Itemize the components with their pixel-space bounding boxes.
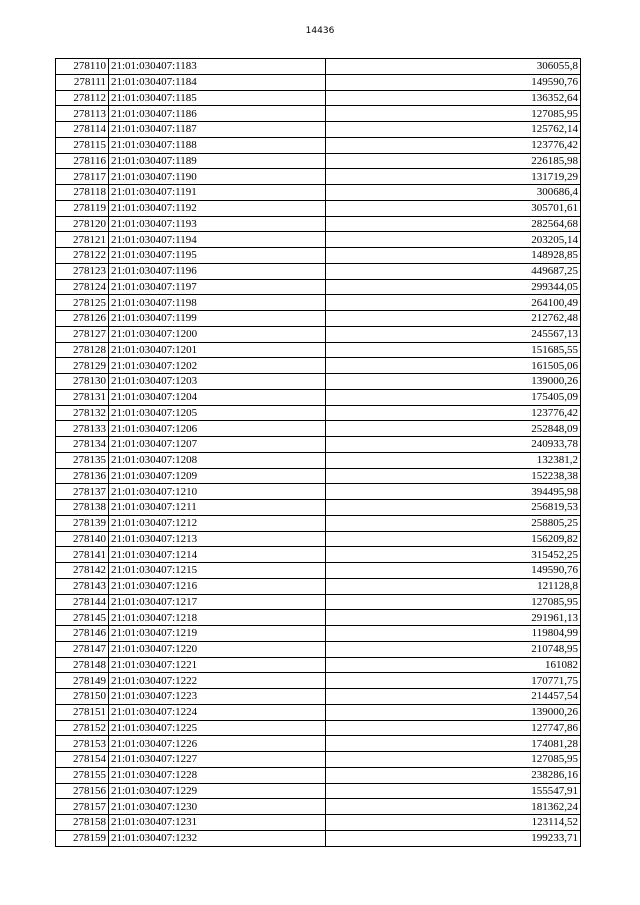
row-number-cell: 278153 [56, 736, 109, 752]
row-number-cell: 278146 [56, 626, 109, 642]
table-row [56, 437, 581, 453]
cadastral-value-cell: 226185,98 [326, 153, 581, 169]
table-row [56, 452, 581, 468]
cadastral-value-cell: 305701,61 [326, 200, 581, 216]
cadastral-value-table [55, 58, 581, 847]
table-row [56, 547, 581, 563]
row-number-cell: 278136 [56, 468, 109, 484]
cadastral-number-cell: 21:01:030407:1211 [109, 500, 326, 516]
cadastral-number-cell: 21:01:030407:1203 [109, 374, 326, 390]
row-number-cell: 278152 [56, 720, 109, 736]
cadastral-value-cell: 174081,28 [326, 736, 581, 752]
table-row [56, 657, 581, 673]
cadastral-number-cell: 21:01:030407:1207 [109, 437, 326, 453]
row-number-cell: 278118 [56, 185, 109, 201]
cadastral-number-cell: 21:01:030407:1209 [109, 468, 326, 484]
cadastral-value-cell: 161082 [326, 657, 581, 673]
row-number-cell: 278148 [56, 657, 109, 673]
row-number-cell: 278133 [56, 421, 109, 437]
cadastral-number-cell: 21:01:030407:1225 [109, 720, 326, 736]
cadastral-number-cell: 21:01:030407:1192 [109, 200, 326, 216]
cadastral-number-cell: 21:01:030407:1223 [109, 689, 326, 705]
cadastral-number-cell: 21:01:030407:1208 [109, 452, 326, 468]
table-row [56, 106, 581, 122]
cadastral-number-cell: 21:01:030407:1228 [109, 767, 326, 783]
cadastral-value-cell: 212762,48 [326, 311, 581, 327]
row-number-cell: 278125 [56, 295, 109, 311]
cadastral-number-cell: 21:01:030407:1230 [109, 799, 326, 815]
cadastral-number-cell: 21:01:030407:1205 [109, 405, 326, 421]
cadastral-number-cell: 21:01:030407:1191 [109, 185, 326, 201]
cadastral-value-cell: 256819,53 [326, 500, 581, 516]
cadastral-number-cell: 21:01:030407:1189 [109, 153, 326, 169]
row-number-cell: 278140 [56, 531, 109, 547]
row-number-cell: 278147 [56, 641, 109, 657]
row-number-cell: 278117 [56, 169, 109, 185]
cadastral-value-cell: 258805,25 [326, 515, 581, 531]
table-row [56, 248, 581, 264]
row-number-cell: 278150 [56, 689, 109, 705]
cadastral-number-cell: 21:01:030407:1200 [109, 326, 326, 342]
cadastral-value-cell: 238286,16 [326, 767, 581, 783]
cadastral-value-cell: 123114,52 [326, 815, 581, 831]
cadastral-number-cell: 21:01:030407:1193 [109, 216, 326, 232]
table-row [56, 405, 581, 421]
cadastral-value-cell: 306055,8 [326, 59, 581, 75]
cadastral-number-cell: 21:01:030407:1188 [109, 137, 326, 153]
cadastral-value-cell: 394495,98 [326, 484, 581, 500]
cadastral-number-cell: 21:01:030407:1224 [109, 704, 326, 720]
table-row [56, 484, 581, 500]
table-row [56, 342, 581, 358]
table-row [56, 673, 581, 689]
row-number-cell: 278135 [56, 452, 109, 468]
cadastral-number-cell: 21:01:030407:1213 [109, 531, 326, 547]
cadastral-value-cell: 315452,25 [326, 547, 581, 563]
cadastral-number-cell: 21:01:030407:1206 [109, 421, 326, 437]
row-number-cell: 278154 [56, 752, 109, 768]
cadastral-number-cell: 21:01:030407:1221 [109, 657, 326, 673]
cadastral-number-cell: 21:01:030407:1196 [109, 263, 326, 279]
table-row [56, 783, 581, 799]
cadastral-value-cell: 132381,2 [326, 452, 581, 468]
row-number-cell: 278128 [56, 342, 109, 358]
cadastral-value-cell: 127085,95 [326, 594, 581, 610]
cadastral-number-cell: 21:01:030407:1198 [109, 295, 326, 311]
cadastral-value-cell: 199233,71 [326, 830, 581, 846]
cadastral-value-cell: 125762,14 [326, 122, 581, 138]
cadastral-number-cell: 21:01:030407:1226 [109, 736, 326, 752]
cadastral-value-cell: 264100,49 [326, 295, 581, 311]
cadastral-number-cell: 21:01:030407:1183 [109, 59, 326, 75]
cadastral-value-cell: 127085,95 [326, 752, 581, 768]
cadastral-value-cell: 149590,76 [326, 563, 581, 579]
cadastral-number-cell: 21:01:030407:1210 [109, 484, 326, 500]
table-row [56, 295, 581, 311]
cadastral-value-cell: 245567,13 [326, 326, 581, 342]
row-number-cell: 278130 [56, 374, 109, 390]
table-row [56, 169, 581, 185]
row-number-cell: 278120 [56, 216, 109, 232]
table-row [56, 185, 581, 201]
row-number-cell: 278134 [56, 437, 109, 453]
cadastral-number-cell: 21:01:030407:1190 [109, 169, 326, 185]
row-number-cell: 278138 [56, 500, 109, 516]
table-row [56, 374, 581, 390]
row-number-cell: 278111 [56, 74, 109, 90]
cadastral-number-cell: 21:01:030407:1217 [109, 594, 326, 610]
cadastral-number-cell: 21:01:030407:1214 [109, 547, 326, 563]
cadastral-number-cell: 21:01:030407:1220 [109, 641, 326, 657]
cadastral-value-cell: 156209,82 [326, 531, 581, 547]
row-number-cell: 278137 [56, 484, 109, 500]
cadastral-number-cell: 21:01:030407:1231 [109, 815, 326, 831]
cadastral-value-cell: 282564,68 [326, 216, 581, 232]
row-number-cell: 278149 [56, 673, 109, 689]
table-row [56, 689, 581, 705]
cadastral-value-cell: 203205,14 [326, 232, 581, 248]
table-row [56, 326, 581, 342]
cadastral-number-cell: 21:01:030407:1218 [109, 610, 326, 626]
row-number-cell: 278112 [56, 90, 109, 106]
row-number-cell: 278126 [56, 311, 109, 327]
cadastral-value-cell: 127085,95 [326, 106, 581, 122]
row-number-cell: 278116 [56, 153, 109, 169]
table-row [56, 311, 581, 327]
table-row [56, 216, 581, 232]
table-row [56, 122, 581, 138]
cadastral-value-cell: 449687,25 [326, 263, 581, 279]
cadastral-number-cell: 21:01:030407:1201 [109, 342, 326, 358]
table-row [56, 767, 581, 783]
cadastral-number-cell: 21:01:030407:1212 [109, 515, 326, 531]
row-number-cell: 278157 [56, 799, 109, 815]
table-row [56, 626, 581, 642]
cadastral-number-cell: 21:01:030407:1227 [109, 752, 326, 768]
table-row [56, 752, 581, 768]
row-number-cell: 278115 [56, 137, 109, 153]
row-number-cell: 278131 [56, 389, 109, 405]
row-number-cell: 278119 [56, 200, 109, 216]
table-row [56, 279, 581, 295]
cadastral-number-cell: 21:01:030407:1187 [109, 122, 326, 138]
table-row [56, 799, 581, 815]
row-number-cell: 278139 [56, 515, 109, 531]
cadastral-value-cell: 291961,13 [326, 610, 581, 626]
cadastral-number-cell: 21:01:030407:1184 [109, 74, 326, 90]
table-row [56, 263, 581, 279]
cadastral-value-cell: 121128,8 [326, 578, 581, 594]
table-row [56, 153, 581, 169]
cadastral-number-cell: 21:01:030407:1185 [109, 90, 326, 106]
cadastral-number-cell: 21:01:030407:1202 [109, 358, 326, 374]
cadastral-value-cell: 252848,09 [326, 421, 581, 437]
cadastral-value-cell: 299344,05 [326, 279, 581, 295]
table-row [56, 389, 581, 405]
table-row [56, 830, 581, 846]
page-number: 14436 [305, 26, 335, 36]
table-row [56, 232, 581, 248]
table-row [56, 531, 581, 547]
table-row [56, 137, 581, 153]
cadastral-number-cell: 21:01:030407:1222 [109, 673, 326, 689]
cadastral-value-cell: 148928,85 [326, 248, 581, 264]
cadastral-value-cell: 151685,55 [326, 342, 581, 358]
table-row [56, 90, 581, 106]
cadastral-value-cell: 131719,29 [326, 169, 581, 185]
row-number-cell: 278144 [56, 594, 109, 610]
cadastral-value-cell: 170771,75 [326, 673, 581, 689]
cadastral-number-cell: 21:01:030407:1215 [109, 563, 326, 579]
row-number-cell: 278114 [56, 122, 109, 138]
cadastral-value-cell: 123776,42 [326, 137, 581, 153]
row-number-cell: 278122 [56, 248, 109, 264]
cadastral-value-cell: 149590,76 [326, 74, 581, 90]
table-row [56, 641, 581, 657]
cadastral-value-cell: 119804,99 [326, 626, 581, 642]
row-number-cell: 278113 [56, 106, 109, 122]
cadastral-value-cell: 152238,38 [326, 468, 581, 484]
cadastral-number-cell: 21:01:030407:1219 [109, 626, 326, 642]
row-number-cell: 278151 [56, 704, 109, 720]
cadastral-value-cell: 155547,91 [326, 783, 581, 799]
cadastral-number-cell: 21:01:030407:1186 [109, 106, 326, 122]
row-number-cell: 278121 [56, 232, 109, 248]
cadastral-value-cell: 136352,64 [326, 90, 581, 106]
cadastral-number-cell: 21:01:030407:1229 [109, 783, 326, 799]
table-row [56, 74, 581, 90]
table-row [56, 563, 581, 579]
cadastral-number-cell: 21:01:030407:1194 [109, 232, 326, 248]
row-number-cell: 278155 [56, 767, 109, 783]
table-row [56, 515, 581, 531]
row-number-cell: 278129 [56, 358, 109, 374]
row-number-cell: 278158 [56, 815, 109, 831]
cadastral-number-cell: 21:01:030407:1195 [109, 248, 326, 264]
row-number-cell: 278110 [56, 59, 109, 75]
table-row [56, 59, 581, 75]
table-row [56, 720, 581, 736]
row-number-cell: 278127 [56, 326, 109, 342]
row-number-cell: 278143 [56, 578, 109, 594]
row-number-cell: 278156 [56, 783, 109, 799]
cadastral-number-cell: 21:01:030407:1197 [109, 279, 326, 295]
cadastral-number-cell: 21:01:030407:1216 [109, 578, 326, 594]
table-row [56, 610, 581, 626]
table-body [56, 59, 581, 847]
cadastral-value-cell: 139000,26 [326, 374, 581, 390]
table-row [56, 578, 581, 594]
row-number-cell: 278159 [56, 830, 109, 846]
table-row [56, 594, 581, 610]
table-row [56, 815, 581, 831]
cadastral-value-cell: 240933,78 [326, 437, 581, 453]
table-row [56, 468, 581, 484]
row-number-cell: 278132 [56, 405, 109, 421]
cadastral-number-cell: 21:01:030407:1232 [109, 830, 326, 846]
cadastral-value-cell: 181362,24 [326, 799, 581, 815]
cadastral-value-cell: 175405,09 [326, 389, 581, 405]
cadastral-value-cell: 300686,4 [326, 185, 581, 201]
cadastral-value-cell: 161505,06 [326, 358, 581, 374]
table-row [56, 704, 581, 720]
cadastral-value-cell: 127747,86 [326, 720, 581, 736]
row-number-cell: 278124 [56, 279, 109, 295]
cadastral-value-cell: 123776,42 [326, 405, 581, 421]
cadastral-value-cell: 214457,54 [326, 689, 581, 705]
row-number-cell: 278142 [56, 563, 109, 579]
cadastral-number-cell: 21:01:030407:1199 [109, 311, 326, 327]
table-row [56, 358, 581, 374]
table-row [56, 500, 581, 516]
table-row [56, 200, 581, 216]
cadastral-number-cell: 21:01:030407:1204 [109, 389, 326, 405]
row-number-cell: 278141 [56, 547, 109, 563]
row-number-cell: 278123 [56, 263, 109, 279]
cadastral-value-cell: 139000,26 [326, 704, 581, 720]
table-row [56, 421, 581, 437]
row-number-cell: 278145 [56, 610, 109, 626]
cadastral-value-cell: 210748,95 [326, 641, 581, 657]
table-row [56, 736, 581, 752]
